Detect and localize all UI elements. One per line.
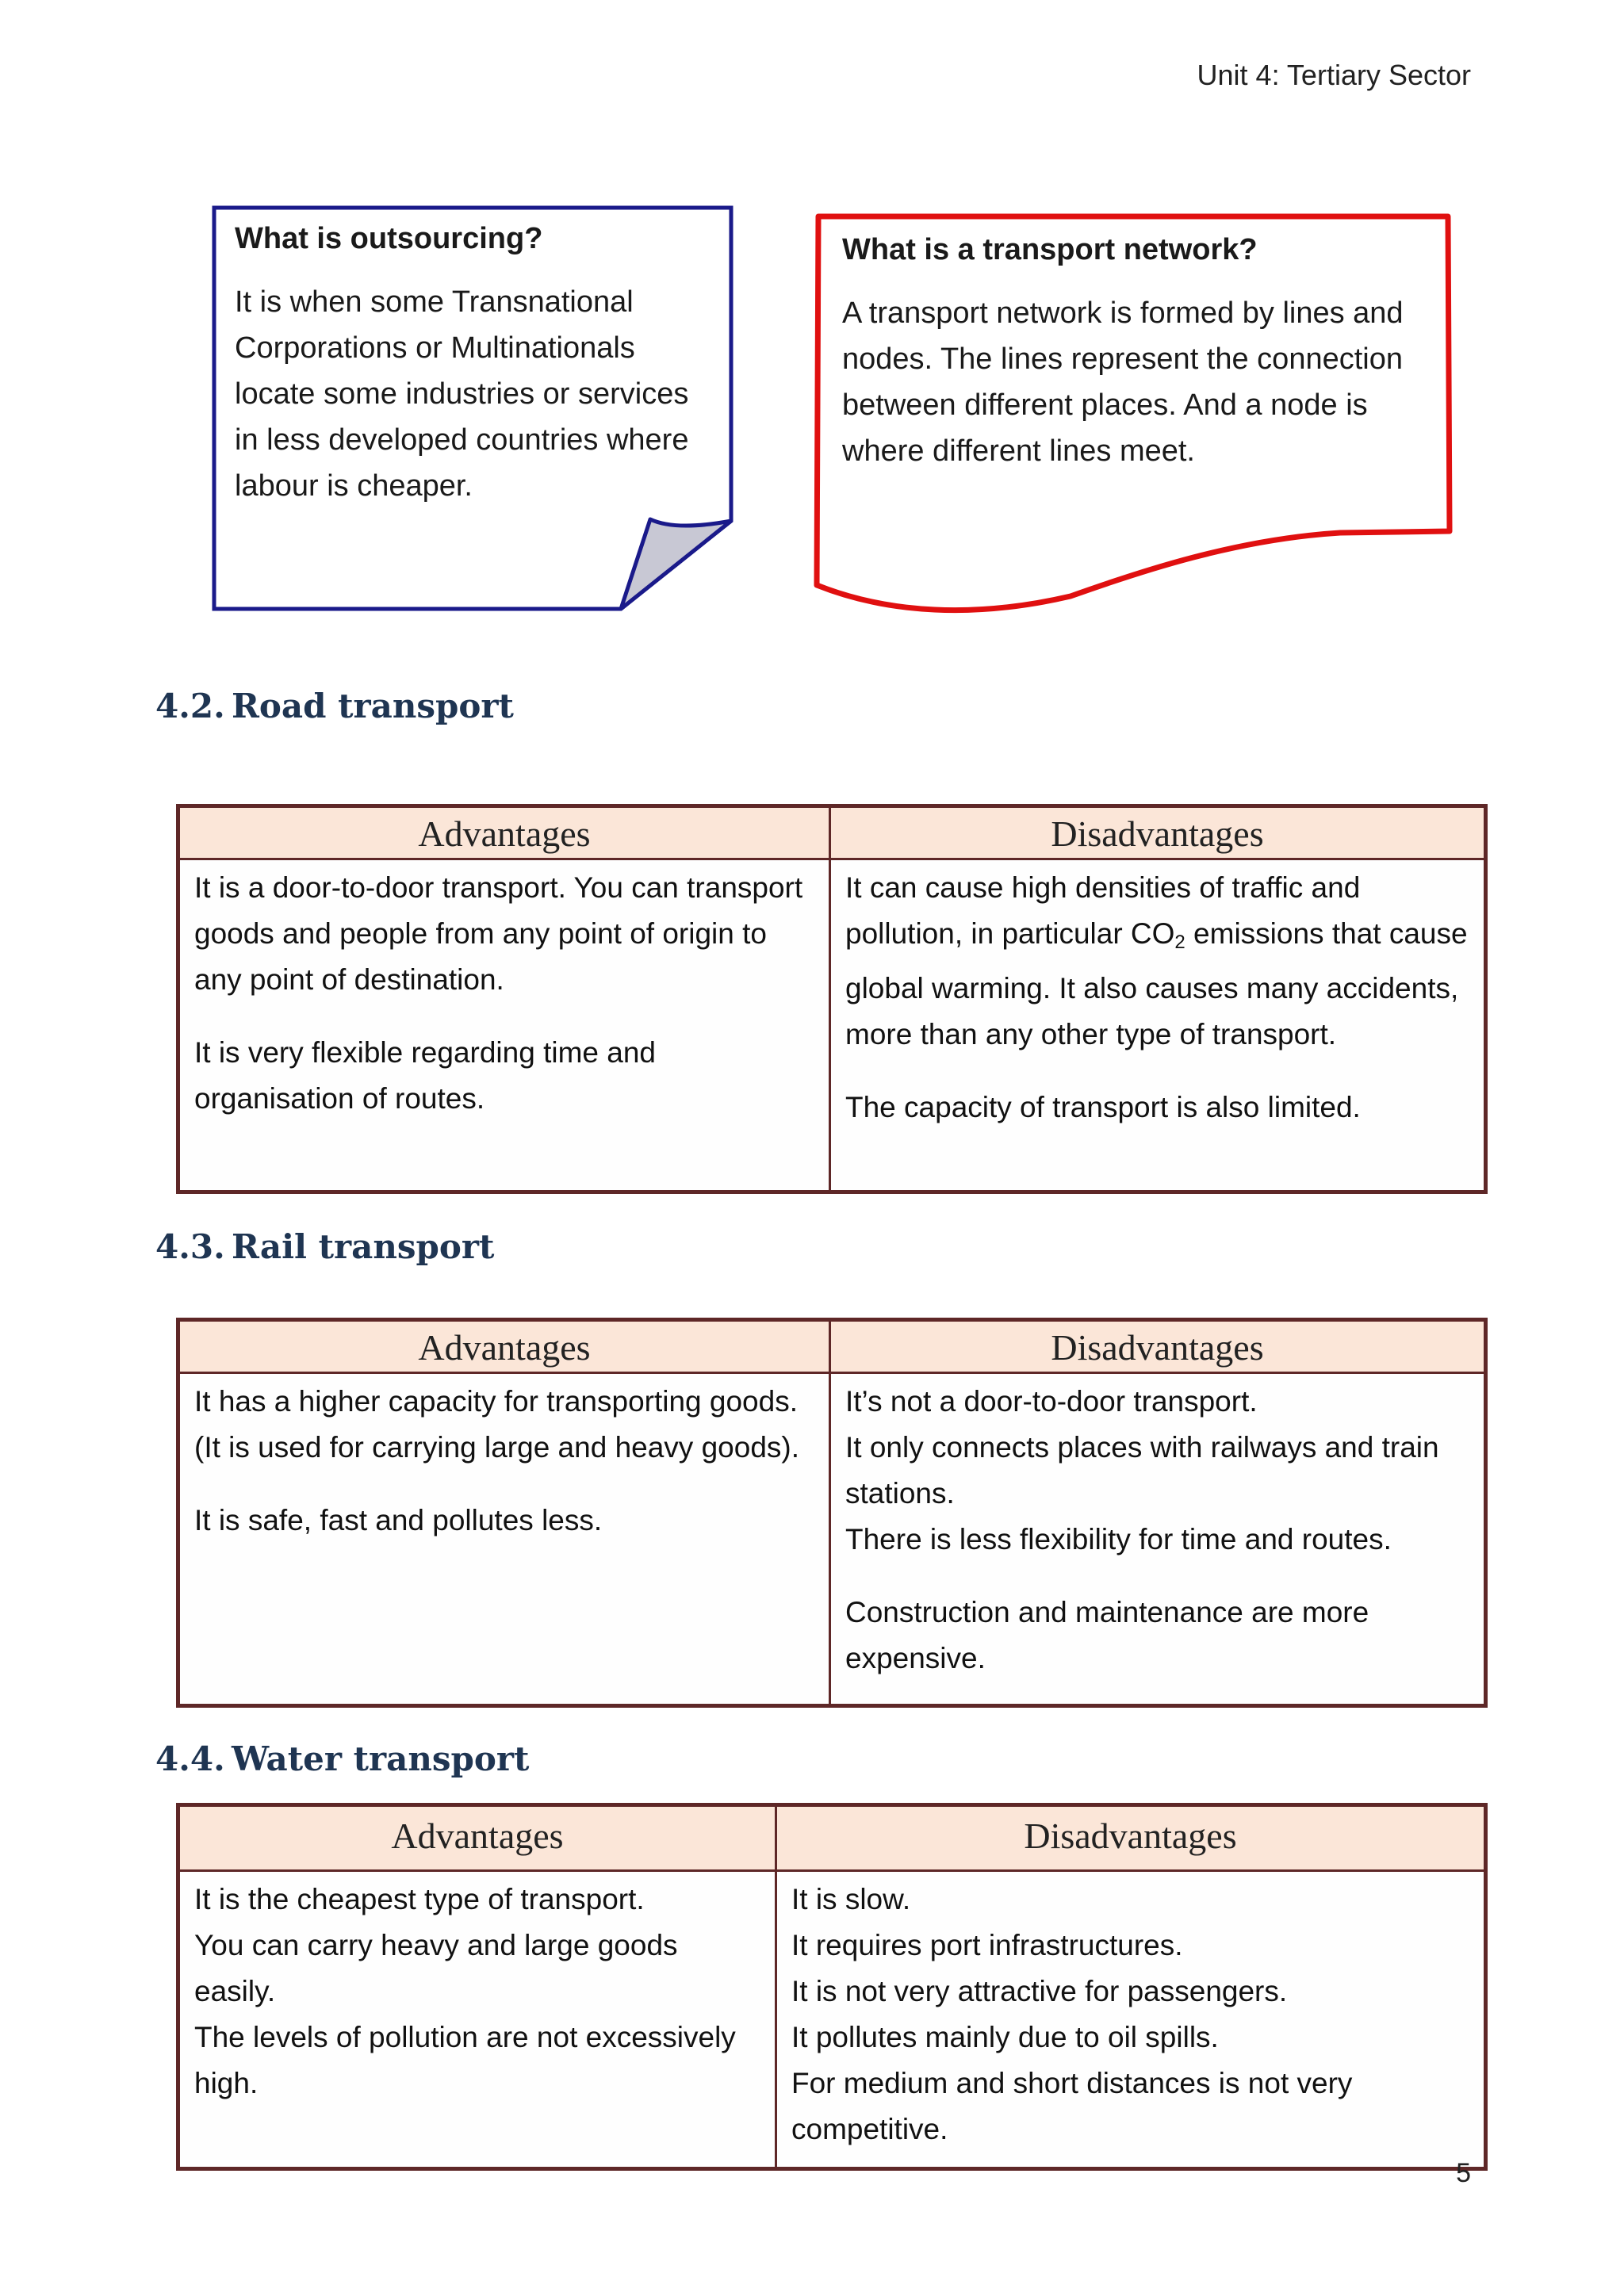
disadvantages-header: Disadvantages — [830, 1320, 1486, 1373]
disadvantages-cell — [830, 859, 1486, 1192]
section-title: Rail transport — [232, 1227, 495, 1266]
advantage-item: You can carry heavy and large goods easily. — [194, 1929, 678, 2007]
advantages-header: Advantages — [178, 1320, 830, 1373]
outsourcing-title: What is outsourcing? — [235, 222, 543, 255]
network-callout — [842, 227, 1453, 474]
advantages-cell — [178, 1871, 776, 2169]
disadvantages-cell — [830, 1373, 1486, 1706]
section-title: Road transport — [232, 687, 514, 725]
section-heading-rail — [155, 1227, 494, 1266]
section-number: 4.2. — [155, 687, 225, 725]
disadvantages-header: Disadvantages — [830, 806, 1486, 859]
section-number: 4.3. — [155, 1227, 225, 1266]
outsourcing-body: It is when some Transnational Corporations or Multinationals locate some industries or services in less developed countries where labour is cheaper. — [235, 285, 689, 503]
road-table — [176, 804, 1488, 1194]
outsourcing-callout — [235, 216, 710, 509]
disadvantage-item: It’s not a door-to-door transport. — [845, 1385, 1258, 1418]
advantage-item: It is very flexible regarding time and organisation of routes. — [194, 1036, 656, 1115]
page-number: 5 — [1456, 2158, 1471, 2188]
page-header-unit: Unit 4: Tertiary Sector — [1197, 59, 1471, 91]
advantage-item: It is the cheapest type of transport. — [194, 1883, 645, 1915]
disadvantage-item: It requires port infrastructures. — [791, 1929, 1183, 1961]
advantage-item: It has a higher capacity for transporting goods. (It is used for carrying large and heavy goods). — [194, 1385, 799, 1464]
network-body: A transport network is formed by lines and nodes. The lines represent the connection between different places. And a node is where different lines meet. — [842, 297, 1404, 468]
advantage-item: The levels of pollution are not excessively high. — [194, 2021, 736, 2099]
water-table — [176, 1803, 1488, 2171]
advantages-cell — [178, 1373, 830, 1706]
advantage-item: It is safe, fast and pollutes less. — [194, 1504, 603, 1536]
section-heading-road — [155, 687, 514, 725]
section-title: Water transport — [232, 1739, 530, 1778]
disadvantage-item: For medium and short distances is not very competitive. — [791, 2067, 1353, 2145]
network-title: What is a transport network? — [842, 233, 1258, 266]
disadvantage-item: It can cause high densities of traffic and pollution, in particular $CO_2$ emissions that cause global warming. It also causes many accidents, more than any other type of transport. — [845, 871, 1468, 1050]
section-number: 4.4. — [155, 1739, 225, 1778]
advantages-header: Advantages — [178, 1805, 776, 1871]
section-heading-water — [155, 1739, 529, 1778]
disadvantage-item: The capacity of transport is also limited. — [845, 1091, 1361, 1123]
disadvantage-item: Construction and maintenance are more expensive. — [845, 1596, 1369, 1674]
rail-table — [176, 1318, 1488, 1708]
advantages-header: Advantages — [178, 806, 830, 859]
disadvantage-item: It is not very attractive for passengers. — [791, 1975, 1288, 2007]
disadvantages-cell — [776, 1871, 1486, 2169]
disadvantage-item: It pollutes mainly due to oil spills. — [791, 2021, 1219, 2053]
disadvantage-item: There is less flexibility for time and routes. — [845, 1523, 1392, 1556]
advantage-item: It is a door-to-door transport. You can transport goods and people from any point of origin to any point of destination. — [194, 871, 803, 996]
advantages-cell — [178, 859, 830, 1192]
disadvantages-header: Disadvantages — [776, 1805, 1486, 1871]
disadvantage-item: It only connects places with railways and train stations. — [845, 1431, 1439, 1510]
disadvantage-item: It is slow. — [791, 1883, 911, 1915]
